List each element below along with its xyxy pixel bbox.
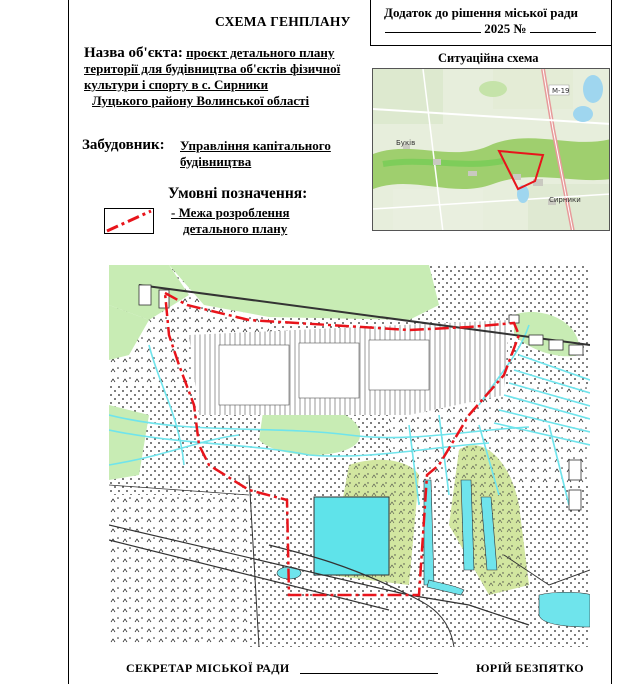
developer-value [180,138,360,169]
legend-boundary-label [171,205,290,237]
secretary-label: СЕКРЕТАР МІСЬКОЇ РАДИ [126,661,290,675]
page-title: СХЕМА ГЕНПЛАНУ [215,14,351,29]
village-label-bukiv: Буків [396,139,416,147]
frame-right-line [611,0,612,684]
object-name-line4: Луцького району Волинської області [92,93,310,108]
date-blank [385,21,481,33]
legend-boundary-symbol [104,208,154,234]
decision-stamp-line2 [385,21,596,37]
legend-boundary-line2: детального плану [183,221,288,236]
developer-line2: будівництва [180,153,252,169]
road-label-m19: М-19 [552,87,570,95]
general-plan-map [109,265,590,647]
boundary-line-icon [105,209,153,233]
number-blank [530,21,596,33]
situation-scheme-title: Ситуаційна схема [438,51,539,65]
general-plan-drawing [109,265,590,647]
situation-map-image [373,69,610,231]
object-name-line1: проєкт детального плану [186,45,335,60]
frame-left-line [68,0,69,684]
signature-line [300,673,438,674]
situation-scheme-map [372,68,610,231]
legend-boundary-line1: - Межа розроблення [171,205,290,220]
developer-label: Забудовник: [82,137,165,153]
object-name-label: Назва об'єкта: [84,45,183,61]
object-name-block [84,45,364,109]
decision-stamp-line1: Додаток до рішення міської ради [384,5,579,20]
legend-title: Умовні позначення: [168,185,308,202]
secretary-name: ЮРІЙ БЕЗПЯТКО [476,661,584,675]
decision-year-label: 2025 № [484,21,527,36]
village-label-syrnyky: Сирники [549,196,581,204]
developer-line1: Управління капітального [180,138,331,153]
object-name-line2: території для будівництва об'єктів фізичної [84,61,341,76]
object-name-line3: культури і спорту в с. Сирники [84,77,269,92]
